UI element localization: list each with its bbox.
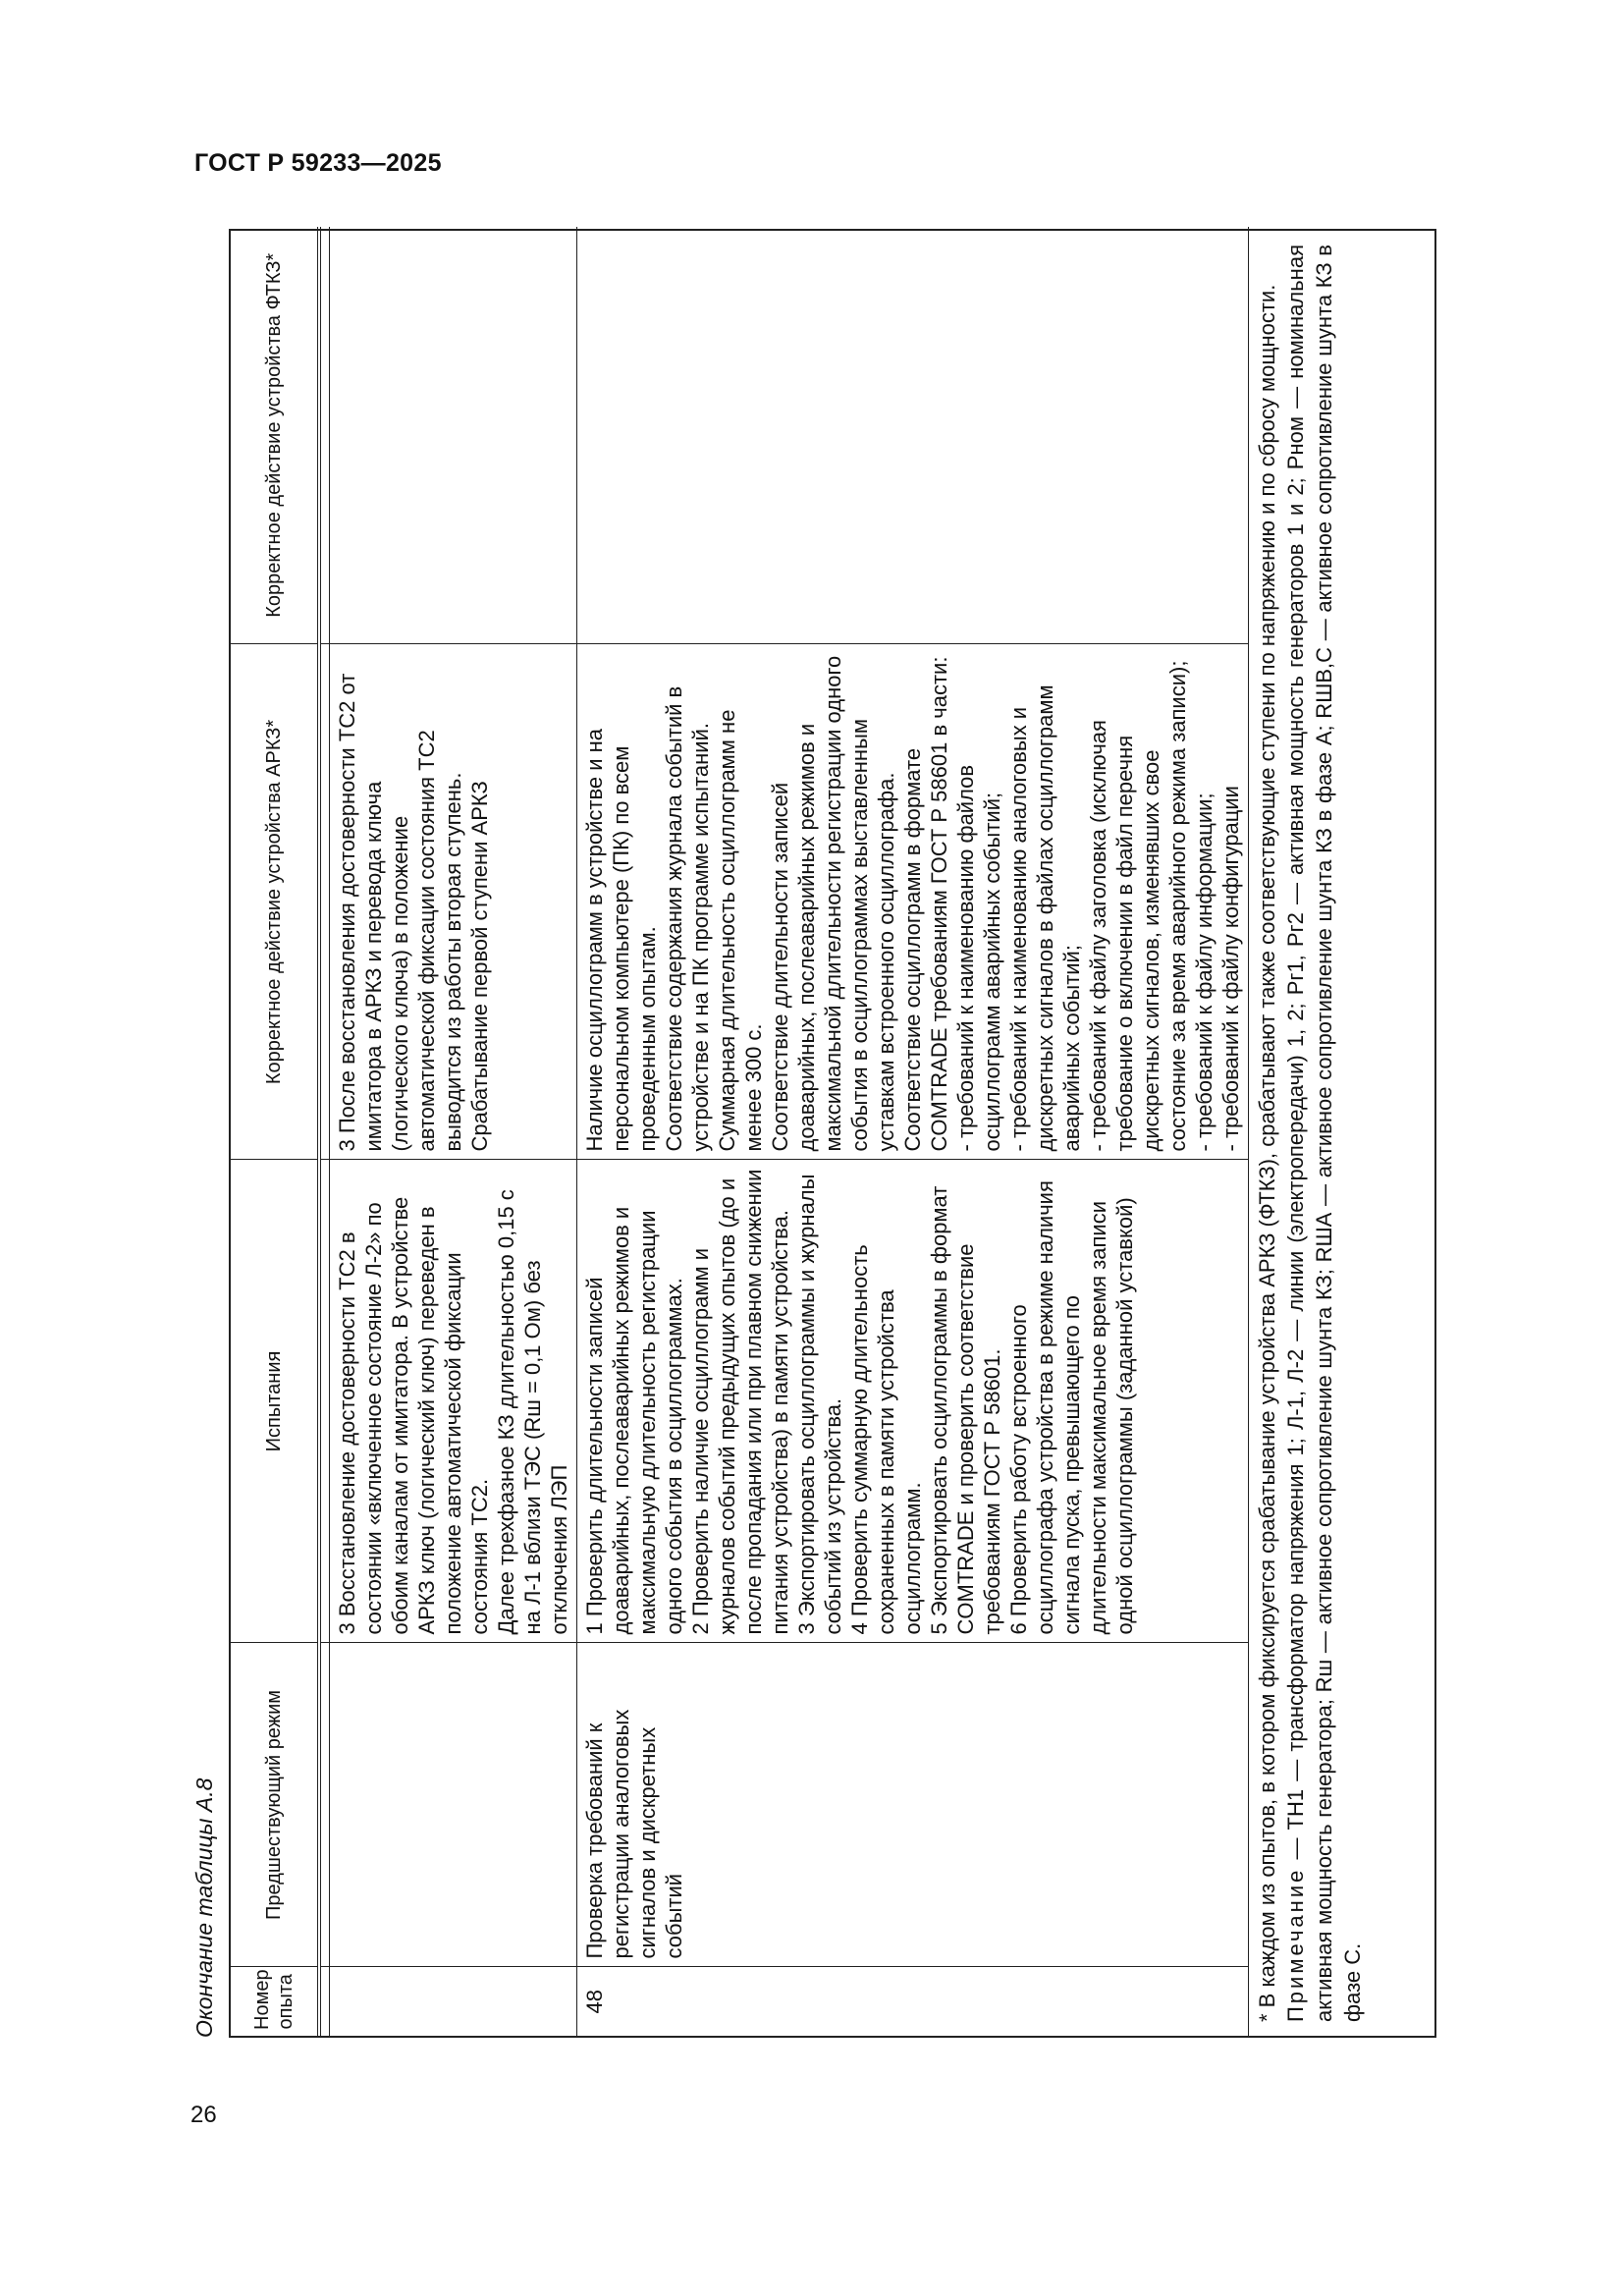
- note-label: Примечание: [1283, 1867, 1308, 2022]
- test-line: Далее трехфазное КЗ длительностью 0,15 с на Л-1 вблизи ТЭС (Rш = 0,1 Ом) без отключения ЛЭП: [494, 1189, 571, 1635]
- test-line: 2 Проверить наличие осциллограмм и журналов событий предыдущих опытов (до и после пропадания или при плавном снижении питания устройства) в памяти устройства.: [688, 1169, 792, 1635]
- cell-tests: [577, 1160, 1249, 1643]
- cell-number: 48: [577, 1967, 1249, 2036]
- cell-mode: Проверка требований к регистрации аналоговых сигналов и дискретных событий: [577, 1643, 1249, 1967]
- header-cell-arkz: Корректное действие устройства АРКЗ*: [231, 644, 319, 1160]
- test-line: 3 Восстановление достоверности ТС2 в состоянии «включенное состояние Л-2» по обоим каналам от имитатора. В устройстве АРКЗ ключ (логический ключ) переведен в положение автоматической фиксации состояния ТС2.: [335, 1196, 492, 1635]
- table-header-gap: [319, 227, 330, 2036]
- document-title: ГОСТ Р 59233—2025: [194, 149, 442, 177]
- cell-tests: [330, 1160, 577, 1643]
- cell-ftkz: [577, 227, 1249, 644]
- arkz-line: 3 После восстановления достоверности ТС2 от имитатора в АРКЗ и перевода ключа (логического ключа) в положение автоматической фиксации состояния ТС2 выводится из работы вторая ступень.: [335, 673, 465, 1152]
- note-text: — ТН1 — трансформатор напряжения 1; Л-1, Л-2 — линии (электропередачи) 1, 2; Pг1, Pг2 — активная мощность генераторов 1 и 2; Pном — номинальная активная мощность генератора; Rш — активное сопротивление шунта КЗ; RША — активное сопротивление шунта КЗ в фазе А; RШВ,С — активное сопротивление шунта КЗ в фазе С.: [1283, 245, 1365, 2022]
- table-frame: [229, 229, 1436, 2038]
- arkz-line: Соответствие длительности записей доаварийных, послеаварийных режимов и максимальной длительности регистрации одного события в осциллограммах выставленным уставкам встроенного осциллографа.: [768, 655, 898, 1152]
- cell-mode: [330, 1643, 577, 1967]
- test-line: 3 Экспортировать осциллограммы и журналы событий из устройства.: [794, 1174, 845, 1635]
- table-footnote: * В каждом из опытов, в котором фиксируется срабатывание устройства АРКЗ (ФТКЗ), срабатывают также соответствующие ступени по напряжению и по сбросу мощности.: [1255, 284, 1279, 2022]
- table-header-row: [231, 227, 319, 2036]
- test-line: 5 Экспортировать осциллограммы в формат COMTRADE и проверить соответствие требованиям ГОСТ Р 58601.: [927, 1185, 1004, 1635]
- arkz-line: - требований к файлу информации;: [1192, 793, 1217, 1152]
- arkz-line: Суммарная длительность осциллограмм не менее 300 с.: [715, 709, 766, 1152]
- cell-arkz: [330, 644, 577, 1160]
- arkz-line: - требований к файлу конфигурации: [1218, 786, 1243, 1152]
- header-cell-ftkz: Корректное действие устройства ФТКЗ*: [231, 227, 319, 644]
- cell-arkz: [577, 644, 1249, 1160]
- rotated-table-page: [152, 211, 1448, 2038]
- table-caption: Окончание таблицы А.8: [191, 1777, 217, 2038]
- test-table: [231, 227, 1249, 2036]
- arkz-line: Срабатывание первой ступени АРКЗ: [467, 781, 492, 1152]
- header-cell-tests: Испытания: [231, 1160, 319, 1643]
- arkz-line: - требований к наименованию файлов осциллограмм аварийных событий;: [953, 764, 1004, 1152]
- arkz-line: Соответствие содержания журнала событий в устройстве и на ПК программе испытаний.: [662, 685, 713, 1152]
- arkz-line: Наличие осциллограмм в устройстве и на персональном компьютере (ПК) по всем проведенным опытам.: [582, 728, 660, 1152]
- test-line: 1 Проверить длительности записей доаварийных, послеаварийных режимов и максимальную длительность регистрации одного события в осциллограммах.: [582, 1206, 686, 1635]
- table-row: [330, 227, 577, 2036]
- cell-number: [330, 1967, 577, 2036]
- arkz-line: - требований к наименованию аналоговых и дискретных сигналов в файлах осциллограмм аварийных событий;: [1006, 684, 1084, 1152]
- table-row: [577, 227, 1249, 2036]
- arkz-line: Соответствие осциллограмм в формате COMTRADE требованиям ГОСТ Р 58601 в части:: [900, 656, 951, 1152]
- header-cell-mode: Предшествующий режим: [231, 1643, 319, 1967]
- header-cell-number: Номер опыта: [231, 1967, 319, 2036]
- test-line: 4 Проверить суммарную длительность сохраненных в памяти устройства осциллограмм.: [847, 1244, 925, 1635]
- test-line: 6 Проверить работу встроенного осциллографа устройства в режиме наличия сигнала пуска, превышающего по длительности максимальное время записи одной осциллограммы (заданной уставкой): [1006, 1180, 1137, 1635]
- table-notes: [1249, 231, 1367, 2036]
- cell-ftkz: [330, 227, 577, 644]
- table-note: [1281, 245, 1367, 2022]
- page-number: 26: [190, 2102, 217, 2128]
- arkz-line: - требований к файлу заголовка (исключая требование о включении в файл перечня дискретных сигналов, изменявших свое состояние за время аварийного режима записи);: [1086, 660, 1190, 1152]
